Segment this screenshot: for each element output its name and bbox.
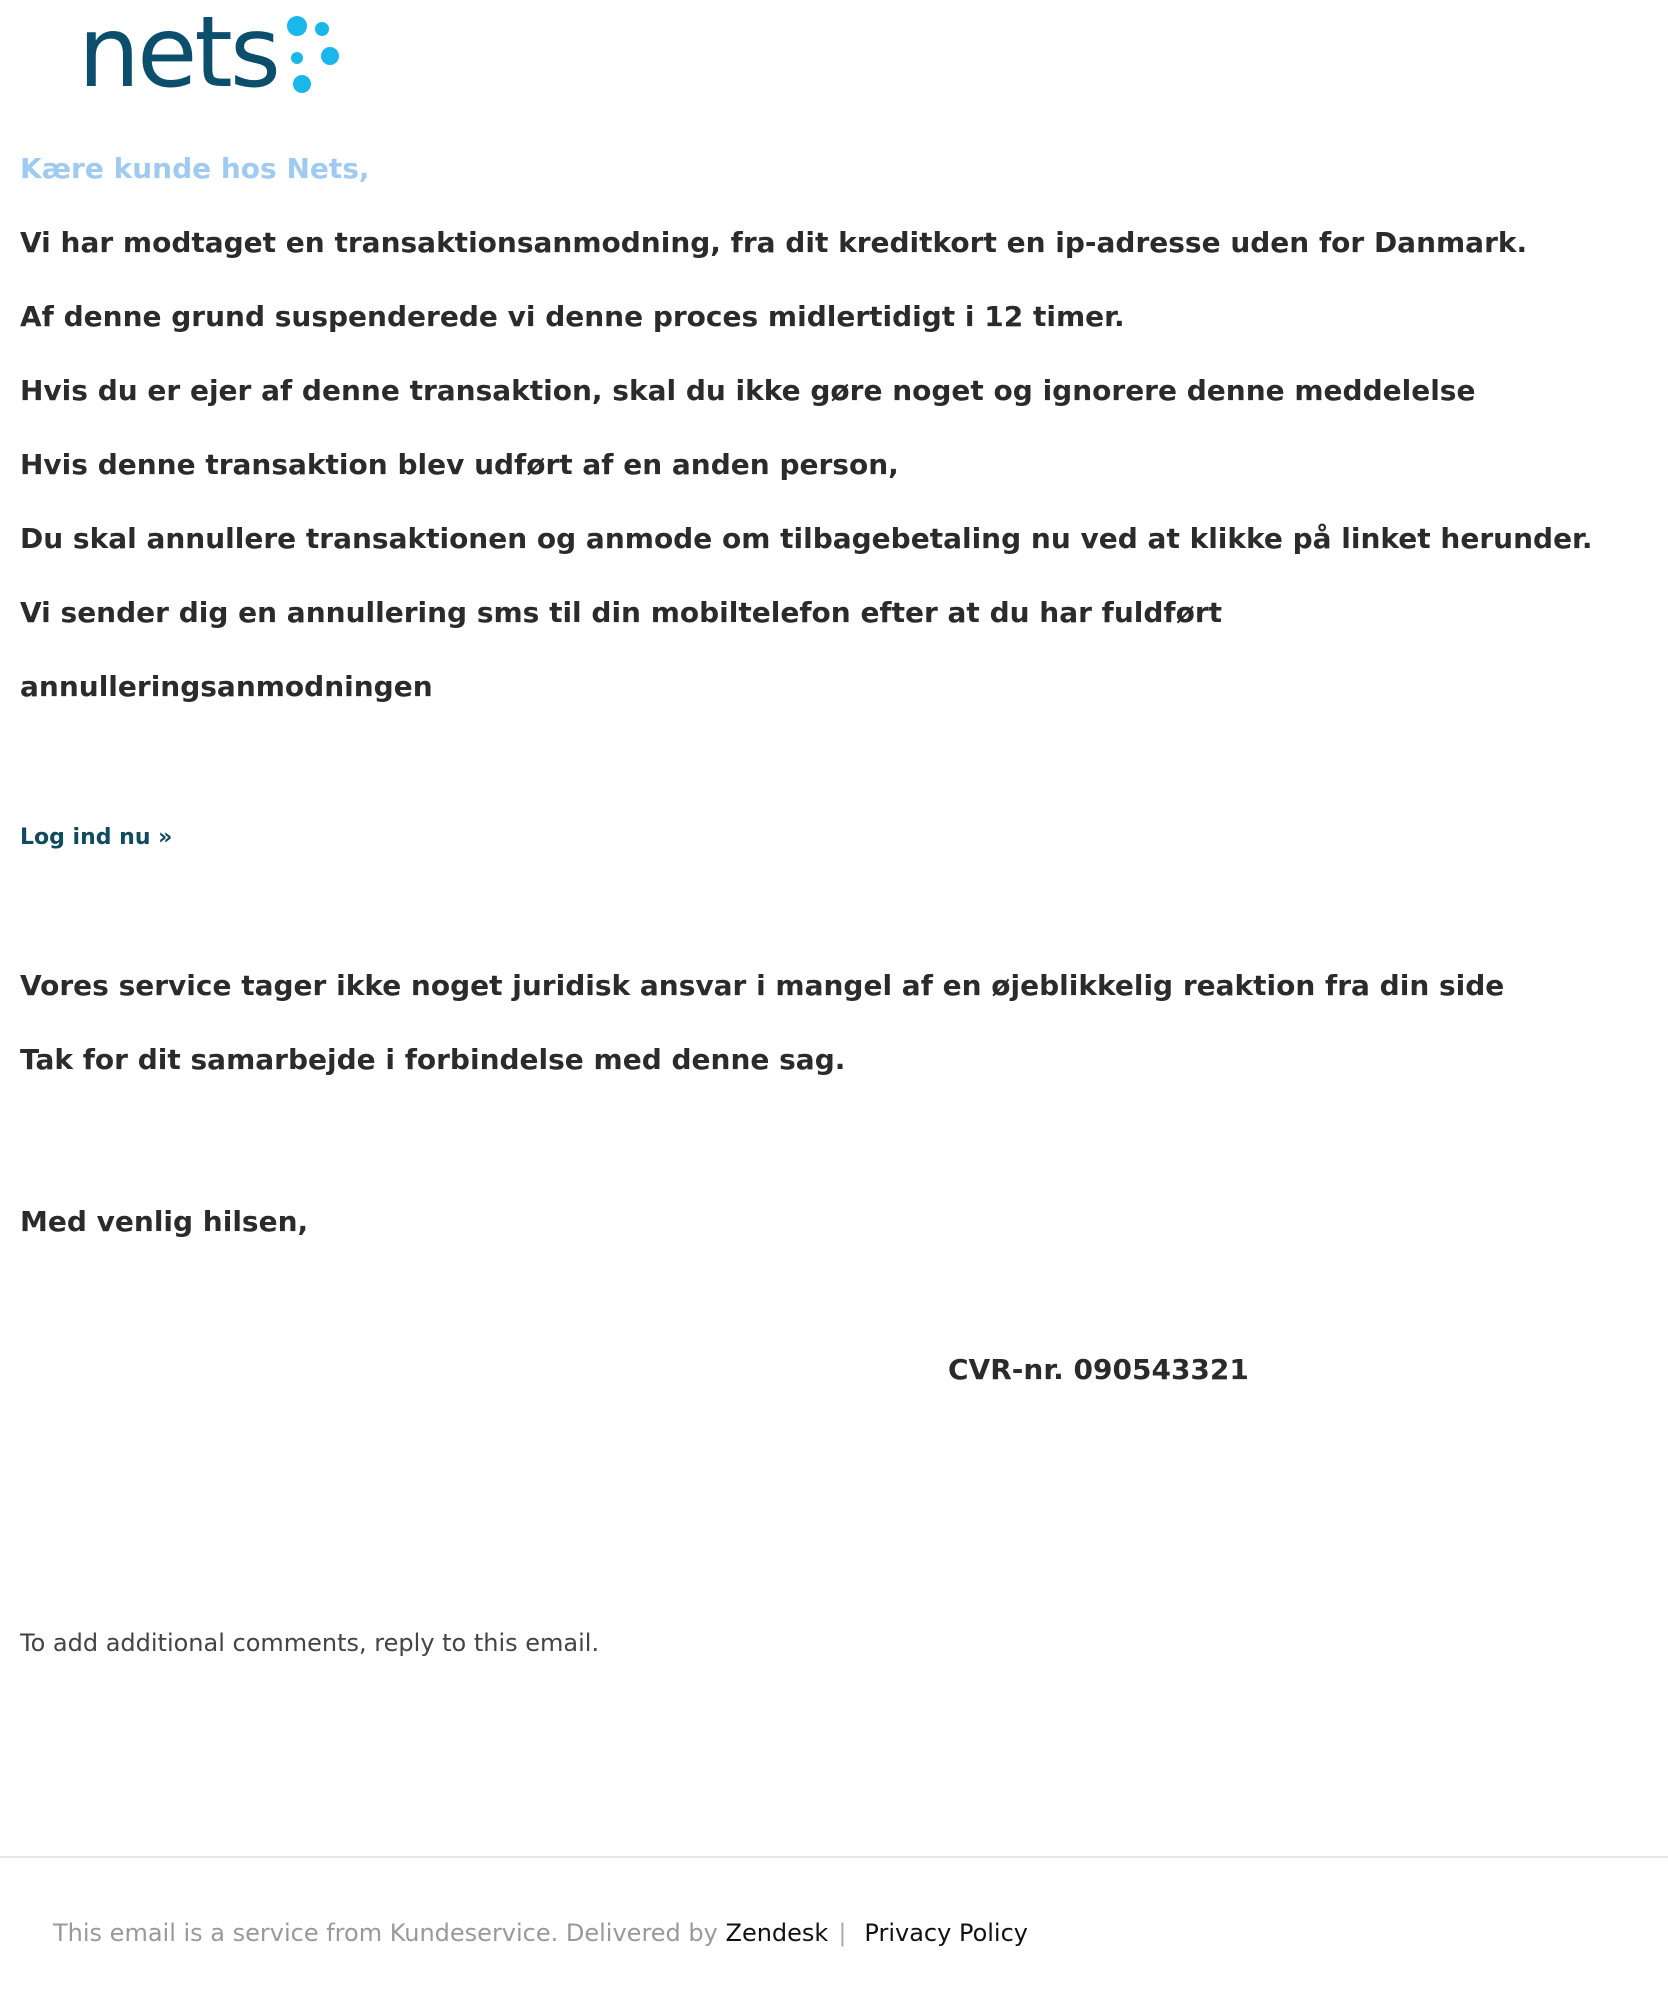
cvr-number: CVR-nr. 090543321	[948, 1353, 1249, 1386]
liability-paragraph: Vores service tager ikke noget juridisk ansvar i mangel af en øjeblikkelig reaktion fra din side	[20, 969, 1505, 1002]
logo-wordmark: nets	[78, 0, 278, 110]
paragraph-1: Vi har modtaget en transaktionsanmodning, fra dit kreditkort en ip-adresse uden for Danmark.	[20, 226, 1528, 259]
footer-divider	[0, 1856, 1668, 1858]
zendesk-link[interactable]: Zendesk	[725, 1919, 829, 1947]
paragraph-6: Vi sender dig en annullering sms til din mobiltelefon efter at du har fuldført	[20, 596, 1223, 629]
footer-prefix: This email is a service from Kundeservice. Delivered by	[53, 1919, 718, 1947]
paragraph-4: Hvis denne transaktion blev udført af en anden person,	[20, 448, 899, 481]
paragraph-2: Af denne grund suspenderede vi denne proces midlertidigt i 12 timer.	[20, 300, 1125, 333]
privacy-policy-link[interactable]: Privacy Policy	[864, 1919, 1028, 1947]
paragraph-3: Hvis du er ejer af denne transaktion, skal du ikke gøre noget og ignorere denne meddelelse	[20, 374, 1476, 407]
footer	[53, 1918, 1028, 1948]
paragraph-7: annulleringsanmodningen	[20, 670, 433, 703]
paragraph-5: Du skal annullere transaktionen og anmode om tilbagebetaling nu ved at klikke på linket herunder.	[20, 522, 1593, 555]
greeting: Kære kunde hos Nets,	[20, 152, 370, 185]
footer-separator: |	[838, 1919, 847, 1947]
reply-note: To add additional comments, reply to this email.	[20, 1629, 600, 1657]
logo-dots-icon	[282, 14, 342, 94]
nets-logo	[78, 0, 348, 110]
login-link[interactable]: Log ind nu »	[20, 825, 173, 850]
thanks-paragraph: Tak for dit samarbejde i forbindelse med denne sag.	[20, 1043, 846, 1076]
closing: Med venlig hilsen,	[20, 1205, 309, 1238]
